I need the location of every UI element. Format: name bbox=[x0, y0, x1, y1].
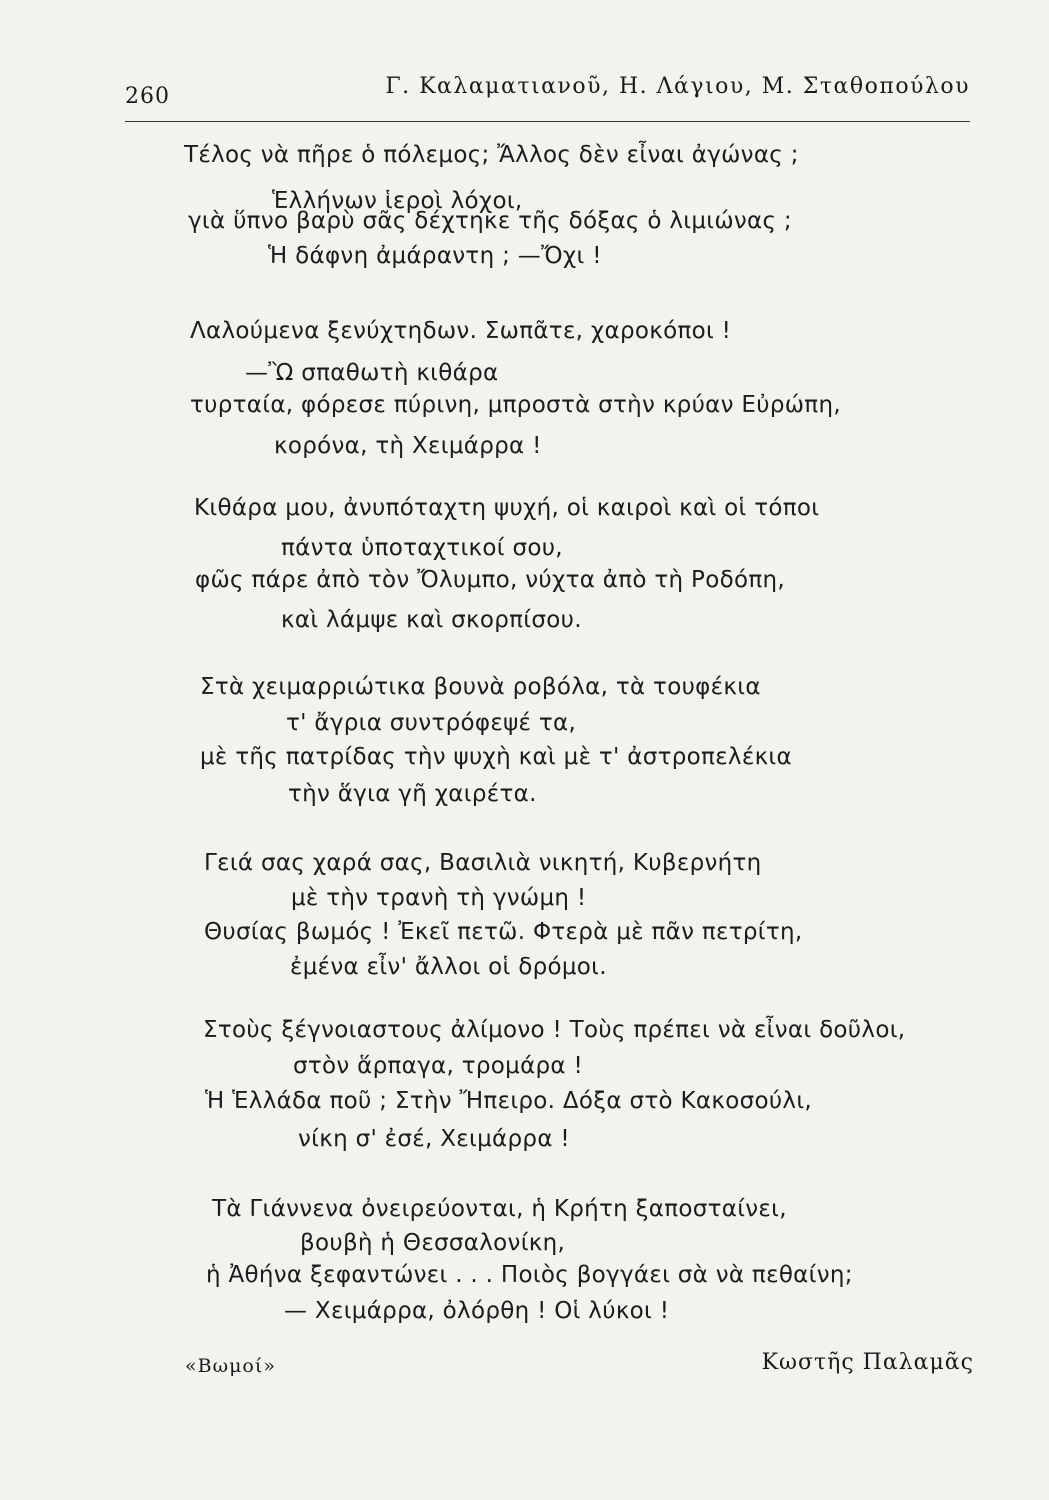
page-number: 260 bbox=[125, 84, 170, 109]
poem-line: τὴν ἅγια γῆ χαιρέτα. bbox=[288, 781, 537, 807]
poem-line: πάντα ὑποταχτικοί σου, bbox=[281, 535, 563, 561]
poem-line: τ' ἄγρια συντρόφεψέ τα, bbox=[286, 710, 577, 736]
poem-source: «Βωμοί» bbox=[185, 1355, 276, 1377]
poem-line: ἡ Ἀθήνα ξεφαντώνει . . . Ποιὸς βογγάει σὰ νὰ πεθαίνη; bbox=[206, 1262, 853, 1288]
poem-line: — Χειμάρρα, ὀλόρθη ! Οἱ λύκοι ! bbox=[284, 1298, 670, 1324]
poem-line: Γειά σας χαρά σας, Βασιλιὰ νικητή, Κυβερνήτη bbox=[204, 850, 762, 876]
poem-line: μὲ τῆς πατρίδας τὴν ψυχὴ καὶ μὲ τ' ἀστροπελέκια bbox=[200, 744, 792, 770]
poem-line: Λαλούμενα ξενύχτηδων. Σωπᾶτε, χαροκόποι ! bbox=[190, 318, 732, 344]
page-header bbox=[125, 70, 970, 110]
poem-line: Ἡ δάφνη ἀμάραντη ; —Ὄχι ! bbox=[268, 243, 602, 269]
poem-line: —Ὢ σπαθωτὴ κιθάρα bbox=[245, 360, 499, 386]
poem-line: γιὰ ὕπνο βαρὺ σᾶς δέχτηκε τῆς δόξας ὁ λιμιώνας ; bbox=[188, 208, 792, 234]
running-head: Γ. Καλαματιανοῦ, Η. Λάγιου, Μ. Σταθοπούλου bbox=[385, 74, 970, 99]
poem-line: Ἡ Ἑλλάδα ποῦ ; Στὴν Ἤπειρο. Δόξα στὸ Κακοσούλι, bbox=[205, 1088, 813, 1114]
poem-line: βουβὴ ἡ Θεσσαλονίκη, bbox=[300, 1230, 566, 1256]
poem-line: Στοὺς ξέγνοιαστους ἀλίμονο ! Τοὺς πρέπει νὰ εἶναι δοῦλοι, bbox=[203, 1017, 906, 1043]
poem-line: Τὰ Γιάννενα ὀνειρεύονται, ἡ Κρήτη ξαποσταίνει, bbox=[212, 1196, 787, 1222]
poem-line: φῶς πάρε ἀπὸ τὸν Ὄλυμπο, νύχτα ἀπὸ τὴ Ροδόπη, bbox=[195, 567, 785, 593]
poem-author: Κωστῆς Παλαμᾶς bbox=[761, 1350, 974, 1375]
poem-line: μὲ τὴν τρανὴ τὴ γνώμη ! bbox=[291, 885, 587, 911]
poem-line: κορόνα, τὴ Χειμάρρα ! bbox=[274, 433, 542, 459]
poem-line: Κιθάρα μου, ἀνυπόταχτη ψυχή, οἱ καιροὶ καὶ οἱ τόποι bbox=[194, 495, 820, 521]
poem-line: ἐμένα εἶν' ἄλλοι οἱ δρόμοι. bbox=[290, 954, 607, 980]
poem-line: Τέλος νὰ πῆρε ὁ πόλεμος; Ἄλλος δὲν εἶναι ἀγώνας ; bbox=[184, 142, 799, 168]
poem-line: στὸν ἅρπαγα, τρομάρα ! bbox=[293, 1053, 584, 1079]
poem-line: νίκη σ' ἐσέ, Χειμάρρα ! bbox=[298, 1126, 570, 1152]
poem-line: Ἑλλήνων ἱεροὶ λόχοι, bbox=[272, 188, 523, 214]
poem-line: Στὰ χειμαρριώτικα βουνὰ ροβόλα, τὰ τουφέκια bbox=[200, 674, 761, 700]
header-rule bbox=[125, 121, 970, 122]
poem-line: τυρταία, φόρεσε πύρινη, μπροστὰ στὴν κρύαν Εὐρώπη, bbox=[190, 392, 841, 418]
poem-line: καὶ λάμψε καὶ σκορπίσου. bbox=[281, 607, 582, 633]
poem-line: Θυσίας βωμός ! Ἐκεῖ πετῶ. Φτερὰ μὲ πᾶν πετρίτη, bbox=[204, 919, 803, 945]
